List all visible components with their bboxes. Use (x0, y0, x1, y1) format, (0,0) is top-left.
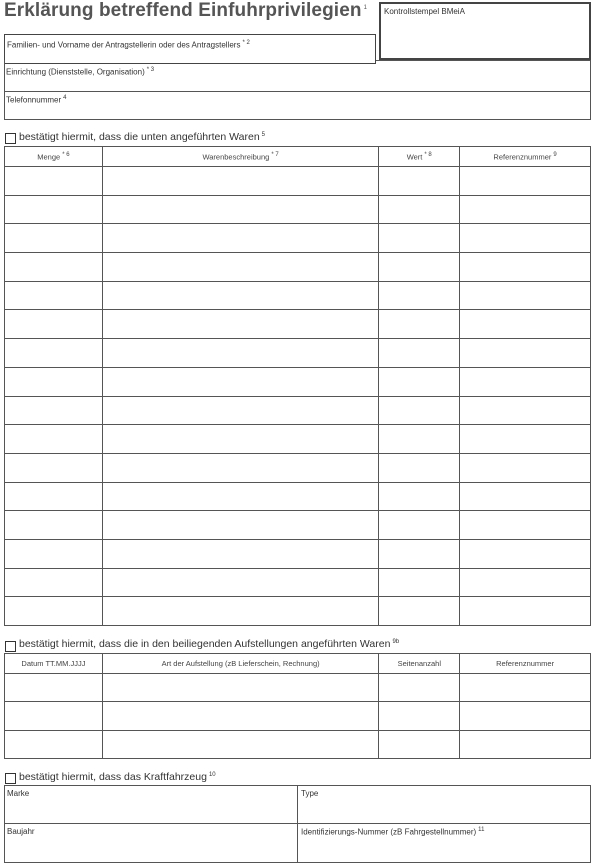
table-row (5, 167, 591, 196)
column-footnote: * 6 (62, 151, 70, 158)
table-cell[interactable] (460, 367, 591, 396)
table-cell[interactable] (102, 253, 378, 282)
table-cell[interactable] (460, 453, 591, 482)
table-cell[interactable] (460, 224, 591, 253)
column-header (102, 654, 379, 674)
table-cell[interactable] (379, 281, 460, 310)
title-text: Erklärung betreffend Einfuhrprivilegien (4, 0, 362, 21)
table-cell[interactable] (460, 339, 591, 368)
table-cell[interactable] (102, 195, 378, 224)
table-cell[interactable] (379, 167, 460, 196)
institution-label: Einrichtung (Dienststelle, Organisation) $^{* 3}$ (6, 67, 155, 77)
table-cell[interactable] (379, 310, 460, 339)
table-row (5, 702, 591, 730)
table-row (5, 281, 591, 310)
table-cell[interactable] (5, 597, 103, 626)
ident-label: Identifizierungs-Nummer (zB Fahrgestellnummer) $^{11}$ (301, 827, 485, 837)
table-row (5, 224, 591, 253)
section2-label: bestätigt hiermit, dass die in den beiliegenden Aufstellungen angeführten Waren $^{9b}$ (19, 638, 400, 650)
goods-table (4, 146, 591, 626)
table-cell[interactable] (102, 339, 378, 368)
table-row (5, 511, 591, 540)
column-footnote: 9 (553, 151, 557, 158)
table-cell[interactable] (379, 568, 460, 597)
table-cell[interactable] (379, 702, 460, 730)
table-cell[interactable] (379, 253, 460, 282)
table-cell[interactable] (102, 453, 378, 482)
table-row (5, 597, 591, 626)
section3-label: bestätigt hiermit, dass das Kraftfahrzeug $^{10}$ (19, 771, 216, 783)
table-cell[interactable] (460, 396, 591, 425)
baujahr-field[interactable] (5, 824, 296, 862)
divider (376, 60, 591, 61)
table-cell[interactable] (5, 482, 103, 511)
table-cell[interactable] (5, 568, 103, 597)
table-cell[interactable] (379, 367, 460, 396)
name-label: Familien- und Vorname der Antragstellerin oder des Antragstellers $^{* 2}$ (7, 40, 250, 50)
type-label: Type (301, 789, 319, 798)
column-header (102, 147, 378, 167)
table-cell[interactable] (460, 539, 591, 568)
ident-field[interactable] (298, 824, 590, 862)
table-cell[interactable] (379, 195, 460, 224)
column-header-label: Warenbeschreibung (202, 152, 270, 162)
section1-label: bestätigt hiermit, dass die unten angeführten Waren $^5$ (19, 131, 266, 143)
table-cell[interactable] (379, 425, 460, 454)
section3-checkbox[interactable] (5, 773, 16, 784)
column-header (460, 654, 591, 674)
table-cell[interactable] (379, 511, 460, 540)
table-cell[interactable] (5, 730, 103, 758)
table-row (5, 195, 591, 224)
table-cell[interactable] (460, 281, 591, 310)
table-cell[interactable] (5, 425, 103, 454)
table-cell[interactable] (460, 482, 591, 511)
table-cell[interactable] (460, 702, 591, 730)
type-field[interactable] (298, 786, 590, 822)
lists-table (4, 653, 591, 759)
table-row (5, 396, 591, 425)
table-row (5, 539, 591, 568)
table-cell[interactable] (379, 482, 460, 511)
table-cell[interactable] (460, 195, 591, 224)
table-row (5, 568, 591, 597)
table-cell[interactable] (102, 281, 378, 310)
table-cell[interactable] (5, 453, 103, 482)
table-cell[interactable] (102, 310, 378, 339)
column-header-label: Wert (406, 152, 423, 162)
page-title (4, 0, 367, 22)
table-cell[interactable] (5, 702, 103, 730)
table-cell[interactable] (5, 253, 103, 282)
table-row (5, 367, 591, 396)
table-cell[interactable] (102, 702, 379, 730)
table-cell[interactable] (5, 539, 103, 568)
table-cell[interactable] (5, 167, 103, 196)
table-row (5, 674, 591, 702)
table-cell[interactable] (379, 674, 460, 702)
table-cell[interactable] (379, 730, 460, 758)
table-row (5, 425, 591, 454)
column-header-label: Menge (37, 152, 61, 162)
table-cell[interactable] (5, 195, 103, 224)
table-cell[interactable] (5, 396, 103, 425)
table-row (5, 482, 591, 511)
column-header-label: Art der Aufstellung (zB Lieferschein, Rechnung) (161, 659, 320, 669)
marke-field[interactable] (5, 786, 296, 822)
table-cell[interactable] (379, 224, 460, 253)
table-cell[interactable] (379, 597, 460, 626)
column-header (379, 147, 460, 167)
baujahr-label: Baujahr (7, 827, 35, 836)
institution-field[interactable] (4, 64, 591, 91)
table-cell[interactable] (102, 597, 378, 626)
column-footnote: * 7 (271, 151, 279, 158)
table-row (5, 453, 591, 482)
table-cell[interactable] (5, 310, 103, 339)
table-cell[interactable] (102, 224, 378, 253)
table-cell[interactable] (5, 511, 103, 540)
table-cell[interactable] (379, 396, 460, 425)
table-cell[interactable] (102, 539, 378, 568)
table-cell[interactable] (102, 730, 379, 758)
header-row (5, 147, 591, 167)
stamp-box (379, 2, 591, 60)
phone-field[interactable] (4, 92, 591, 120)
table-cell[interactable] (460, 310, 591, 339)
column-header (460, 147, 591, 167)
table-cell[interactable] (5, 281, 103, 310)
table-row (5, 310, 591, 339)
table-cell[interactable] (460, 730, 591, 758)
table-row (5, 730, 591, 758)
table-cell[interactable] (102, 674, 379, 702)
column-header (5, 147, 103, 167)
table-cell[interactable] (5, 339, 103, 368)
table-cell[interactable] (102, 167, 378, 196)
table-cell[interactable] (460, 568, 591, 597)
table-cell[interactable] (379, 339, 460, 368)
section2-checkbox[interactable] (5, 641, 16, 652)
table-row (5, 253, 591, 282)
table-cell[interactable] (5, 367, 103, 396)
table-cell[interactable] (102, 511, 378, 540)
title-footnote: 1 (363, 4, 367, 11)
header-row (5, 654, 591, 674)
table-cell[interactable] (460, 167, 591, 196)
column-header-label: Referenznummer (496, 659, 555, 669)
column-header-label: Seitenanzahl (397, 659, 441, 669)
table-cell[interactable] (379, 539, 460, 568)
column-header (5, 654, 103, 674)
column-header-label: Datum TT.MM.JJJJ (21, 659, 86, 669)
column-header-label: Referenznummer (493, 152, 552, 162)
table-row (5, 339, 591, 368)
table-cell[interactable] (5, 224, 103, 253)
table-cell[interactable] (102, 425, 378, 454)
table-cell[interactable] (460, 425, 591, 454)
table-cell[interactable] (460, 597, 591, 626)
table-cell[interactable] (460, 674, 591, 702)
table-cell[interactable] (102, 367, 378, 396)
phone-label: Telefonnummer $^4$ (6, 95, 67, 105)
table-cell[interactable] (460, 511, 591, 540)
table-cell[interactable] (102, 568, 378, 597)
table-cell[interactable] (379, 453, 460, 482)
column-header (379, 654, 460, 674)
table-cell[interactable] (102, 396, 378, 425)
column-footnote: * 8 (424, 151, 432, 158)
table-cell[interactable] (102, 482, 378, 511)
stamp-label: Kontrollstempel BMeiA (384, 7, 465, 16)
section1-checkbox[interactable] (5, 133, 16, 144)
table-cell[interactable] (5, 674, 103, 702)
table-cell[interactable] (460, 253, 591, 282)
marke-label: Marke (7, 789, 30, 798)
